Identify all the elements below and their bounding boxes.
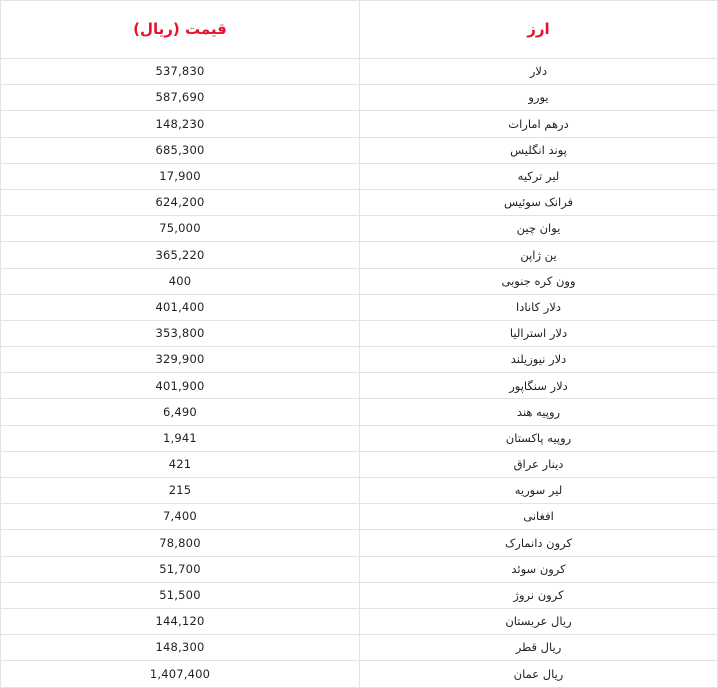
cell-currency xyxy=(360,635,718,661)
currency-name: دلار نیوزیلند xyxy=(510,352,567,367)
currency-name: یورو xyxy=(528,90,549,105)
table-row xyxy=(1,425,718,451)
currency-name: لیر ترکیه xyxy=(517,169,560,184)
cell-price xyxy=(1,504,360,530)
table-row xyxy=(1,635,718,661)
table-row xyxy=(1,137,718,163)
cell-currency xyxy=(360,582,718,608)
cell-currency xyxy=(360,189,718,215)
currency-name: ین ژاپن xyxy=(520,247,557,262)
cell-currency xyxy=(360,425,718,451)
cell-price xyxy=(1,478,360,504)
currency-price: 1,941 xyxy=(163,430,197,445)
currency-name: پوند انگلیس xyxy=(510,142,567,157)
currency-price: 51,500 xyxy=(159,588,201,603)
cell-price xyxy=(1,530,360,556)
table-row xyxy=(1,85,718,111)
table-row xyxy=(1,294,718,320)
table-header xyxy=(1,1,718,59)
cell-price xyxy=(1,373,360,399)
cell-currency xyxy=(360,608,718,634)
table-row xyxy=(1,347,718,373)
table-row xyxy=(1,189,718,215)
table-row xyxy=(1,242,718,268)
currency-price: 685,300 xyxy=(155,142,205,157)
currency-price: 215 xyxy=(168,483,192,498)
table-row xyxy=(1,399,718,425)
table-row xyxy=(1,608,718,634)
currency-price: 400 xyxy=(168,273,192,288)
currency-price: 353,800 xyxy=(155,326,205,341)
cell-currency xyxy=(360,320,718,346)
cell-currency xyxy=(360,294,718,320)
cell-currency xyxy=(360,59,718,85)
currency-name: روپیه هند xyxy=(516,404,561,419)
currency-price: 51,700 xyxy=(159,561,201,576)
table-row xyxy=(1,268,718,294)
table-row xyxy=(1,582,718,608)
currency-name: دلار xyxy=(529,64,548,79)
cell-currency xyxy=(360,399,718,425)
cell-price xyxy=(1,137,360,163)
table-row xyxy=(1,530,718,556)
currency-price: 401,900 xyxy=(155,378,205,393)
cell-price xyxy=(1,556,360,582)
cell-currency xyxy=(360,451,718,477)
currency-price: 537,830 xyxy=(155,64,205,79)
currency-name: درهم امارات xyxy=(508,116,569,131)
table-row xyxy=(1,451,718,477)
cell-currency xyxy=(360,137,718,163)
cell-price xyxy=(1,163,360,189)
currency-price: 624,200 xyxy=(155,195,205,210)
currency-price: 1,407,400 xyxy=(149,666,211,681)
column-header-currency-label: ارز xyxy=(527,20,550,39)
currency-name: کرون دانمارک xyxy=(505,535,572,550)
currency-price: 587,690 xyxy=(155,90,205,105)
currency-name: افغانی xyxy=(523,509,554,524)
cell-currency xyxy=(360,268,718,294)
currency-price: 401,400 xyxy=(155,299,205,314)
currency-price: 148,230 xyxy=(155,116,205,131)
table-row xyxy=(1,373,718,399)
cell-price xyxy=(1,347,360,373)
table-row xyxy=(1,163,718,189)
cell-currency xyxy=(360,478,718,504)
cell-currency xyxy=(360,163,718,189)
currency-name: کرون نروژ xyxy=(513,588,564,603)
cell-currency xyxy=(360,347,718,373)
cell-currency xyxy=(360,111,718,137)
table-row xyxy=(1,320,718,346)
currency-rates-page xyxy=(1,0,718,681)
currency-name: کرون سوئد xyxy=(511,561,566,576)
cell-price xyxy=(1,242,360,268)
cell-currency xyxy=(360,504,718,530)
currency-price: 148,300 xyxy=(155,640,205,655)
currency-price: 17,900 xyxy=(159,169,201,184)
cell-currency xyxy=(360,216,718,242)
currency-price: 78,800 xyxy=(159,535,201,550)
currency-name: دلار استرالیا xyxy=(509,326,568,341)
cell-price xyxy=(1,189,360,215)
cell-price xyxy=(1,399,360,425)
cell-price xyxy=(1,451,360,477)
cell-price xyxy=(1,294,360,320)
cell-price xyxy=(1,635,360,661)
currency-name: ریال قطر xyxy=(515,640,562,655)
currency-price: 7,400 xyxy=(163,509,197,524)
currency-name: دینار عراق xyxy=(513,457,564,472)
column-header-price xyxy=(1,1,360,59)
currency-name: دلار کانادا xyxy=(516,299,561,314)
cell-price xyxy=(1,608,360,634)
table-row xyxy=(1,111,718,137)
currency-name: دلار سنگاپور xyxy=(509,378,568,393)
column-header-price-label: قیمت (ریال) xyxy=(133,20,227,39)
cell-price xyxy=(1,85,360,111)
currency-name: روپیه پاکستان xyxy=(505,430,572,445)
cell-price xyxy=(1,59,360,85)
table-row xyxy=(1,556,718,582)
table-row xyxy=(1,478,718,504)
table-header-row xyxy=(1,1,718,59)
table-row xyxy=(1,59,718,85)
cell-currency xyxy=(360,373,718,399)
cell-price xyxy=(1,661,360,687)
currency-name: ریال عمان xyxy=(513,666,564,681)
currency-price: 6,490 xyxy=(163,404,197,419)
currency-price: 421 xyxy=(168,457,192,472)
currency-price: 329,900 xyxy=(155,352,205,367)
currency-name: فرانک سوئیس xyxy=(503,195,574,210)
cell-currency xyxy=(360,85,718,111)
table-body xyxy=(1,59,718,688)
currency-name: یوان چین xyxy=(516,221,561,236)
cell-price xyxy=(1,582,360,608)
cell-currency xyxy=(360,661,718,687)
cell-price xyxy=(1,320,360,346)
cell-price xyxy=(1,425,360,451)
currency-price: 144,120 xyxy=(155,614,205,629)
currency-price: 365,220 xyxy=(155,247,205,262)
cell-price xyxy=(1,216,360,242)
cell-price xyxy=(1,268,360,294)
column-header-currency xyxy=(360,1,718,59)
cell-currency xyxy=(360,530,718,556)
cell-price xyxy=(1,111,360,137)
cell-currency xyxy=(360,242,718,268)
cell-currency xyxy=(360,556,718,582)
currency-price: 75,000 xyxy=(159,221,201,236)
table-row xyxy=(1,504,718,530)
currency-name: لیر سوریه xyxy=(514,483,563,498)
table-row xyxy=(1,216,718,242)
table-row xyxy=(1,661,718,687)
currency-name: وون کره جنوبی xyxy=(501,273,576,288)
currency-name: ریال عربستان xyxy=(505,614,572,629)
